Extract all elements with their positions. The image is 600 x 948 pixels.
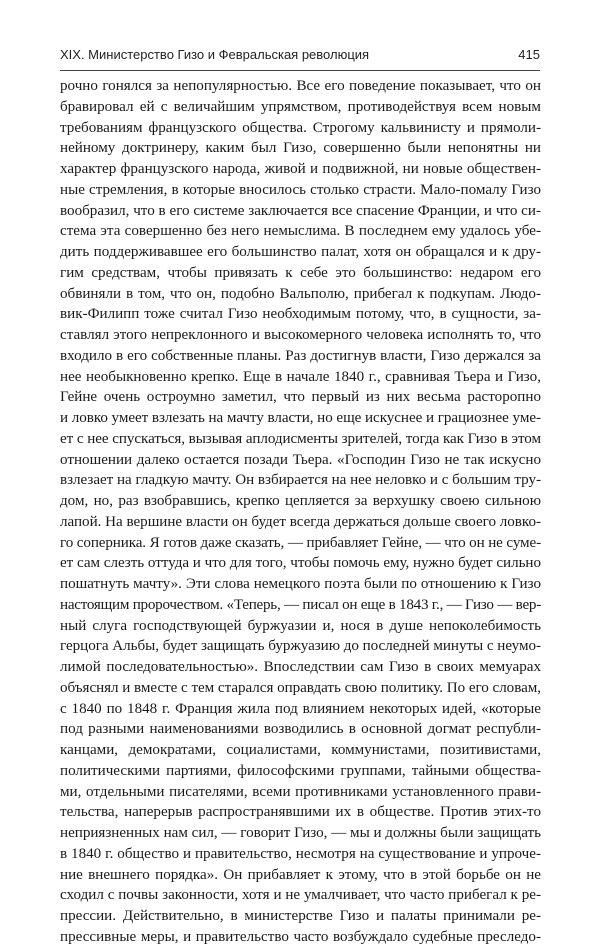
text-line: ный слуга господствующей буржуазии и, нося в душе непоколебимость — [60, 617, 541, 634]
text-line: ет с нее спускаться, вызывая аплодисменты зрителей, тогда как Гизо в этом — [60, 430, 541, 447]
text-line: требованиям французского общества. Строгому кальвинисту и прямоли- — [60, 119, 541, 136]
text-line: обвиняли в том, что он, подобно Вальполю, прибегал к подкупам. Людо- — [60, 285, 541, 302]
text-line: лимой последовательностью». Впоследствии сам Гизо в своих мемуарах — [60, 659, 541, 675]
chapter-title: XIX. Министерство Гизо и Февральская революция — [60, 47, 370, 62]
page-number: 415 — [518, 47, 540, 62]
text-line: входило в его собственные планы. Раз достигнув власти, Гизо держался за — [60, 347, 541, 364]
text-line: ми, отдельными писателями, всеми противниками установленного прави- — [60, 783, 541, 800]
text-line: ет сам слезть оттуда и что для того, чтобы помочь ему, нужно будет сильно — [60, 555, 541, 572]
text-line: в 1840 г. общество и правительство, несмотря на существование и упроче- — [60, 845, 541, 862]
text-line: вик-Филипп тоже считал Гизо необходимым потому, что, в сущности, за- — [60, 306, 541, 323]
text-line: гим средствам, чтобы привязать к себе это большинство: недаром его — [60, 264, 541, 281]
text-line: дить поддерживавшее его большинство палат, хотя он обращался и к дру- — [60, 244, 541, 260]
text-line: рочно гонялся за непопулярностью. Все его поведение показывает, что он — [60, 78, 541, 94]
text-line: бравировал ей с величайшим упрямством, противодействуя всем новым — [60, 98, 541, 115]
text-line: неприязненных нам сил, — говорит Гизо, — мы и должны были защищать — [60, 825, 541, 841]
body-text — [60, 76, 541, 948]
text-line: прессии. Действительно, в министерстве Гизо и палаты принимали ре- — [60, 908, 541, 924]
header-rule — [60, 70, 540, 71]
text-line: прессивные меры, и правительство часто возбуждало судебные преследо- — [60, 928, 541, 945]
running-head — [60, 47, 540, 69]
text-line: нейному доктринеру, каким был Гизо, совершенно были непонятны ни — [60, 140, 541, 157]
text-line: объяснял и вместе с тем старался оправдать свою политику. По его словам, — [60, 679, 541, 696]
text-line: го соперника. Я готов даже сказать, — прибавляет Гейне, — что он не суме- — [60, 534, 541, 551]
text-line: тельства, наперерыв распространявшими их в обществе. Против этих-то — [60, 804, 541, 821]
text-line: отношении далеко остается позади Тьера. «Господин Гизо не так искусно — [60, 451, 541, 468]
text-line: дом, но, раз взобравшись, крепко цепляется за верхушку своею сильною — [60, 493, 541, 509]
text-line: под разными наименованиями возводились в основной догмат республи- — [60, 721, 541, 738]
text-line: с 1840 по 1848 г. Франция жила под влиянием некоторых идей, «которые — [60, 700, 541, 717]
text-line: и ловко умеет взлезать на мачту власти, но еще искуснее и грациознее уме- — [60, 410, 541, 426]
text-line: сходил с почвы законности, хотя и не умалчивает, что часто прибегал к ре- — [60, 887, 541, 904]
text-line: стема эта совершенно без него немыслима. В последнем ему удалось убе- — [60, 223, 541, 240]
text-line: нее необыкновенно крепко. Еще в начале 1840 г., сравнивая Тьера и Гизо, — [60, 368, 541, 385]
text-line: канцами, демократами, социалистами, коммунистами, позитивистами, — [60, 742, 541, 758]
text-line: пошатнуть мачту». Эти слова немецкого поэта были по отношению к Гизо — [60, 576, 541, 592]
text-line: характер французского народа, живой и подвижной, ни новые обществен- — [60, 161, 541, 177]
text-line: ставлял этого непреклонного и высокомерного человека исполнять то, что — [60, 327, 541, 343]
text-line: настоящим пророчеством. «Теперь, — писал он еще в 1843 г., — Гизо — вер- — [60, 596, 541, 613]
text-line: лапой. На вершине власти он будет всегда держаться дольше своего ловко- — [60, 513, 541, 530]
text-line: политическими партиями, философскими группами, тайными общества- — [60, 762, 541, 779]
text-line: герцога Альбы, будет защищать буржуазию до последней минуты с неумо- — [60, 638, 541, 655]
text-line: ные стремления, в которые вносилось столько страсти. Мало-помалу Гизо — [60, 181, 541, 198]
text-line: взлезает на гладкую мачту. Он взбирается на нее неловко и с большим тру- — [60, 472, 541, 489]
text-line: ние внешнего порядка». Он прибавляет к этому, что в этой борьбе он не — [60, 866, 541, 883]
text-line: Гейне очень остроумно заметил, что первый из них весьма расторопно — [60, 389, 541, 406]
text-line: вообразил, что в его системе заключается все спасение Франции, и что си- — [60, 202, 541, 219]
